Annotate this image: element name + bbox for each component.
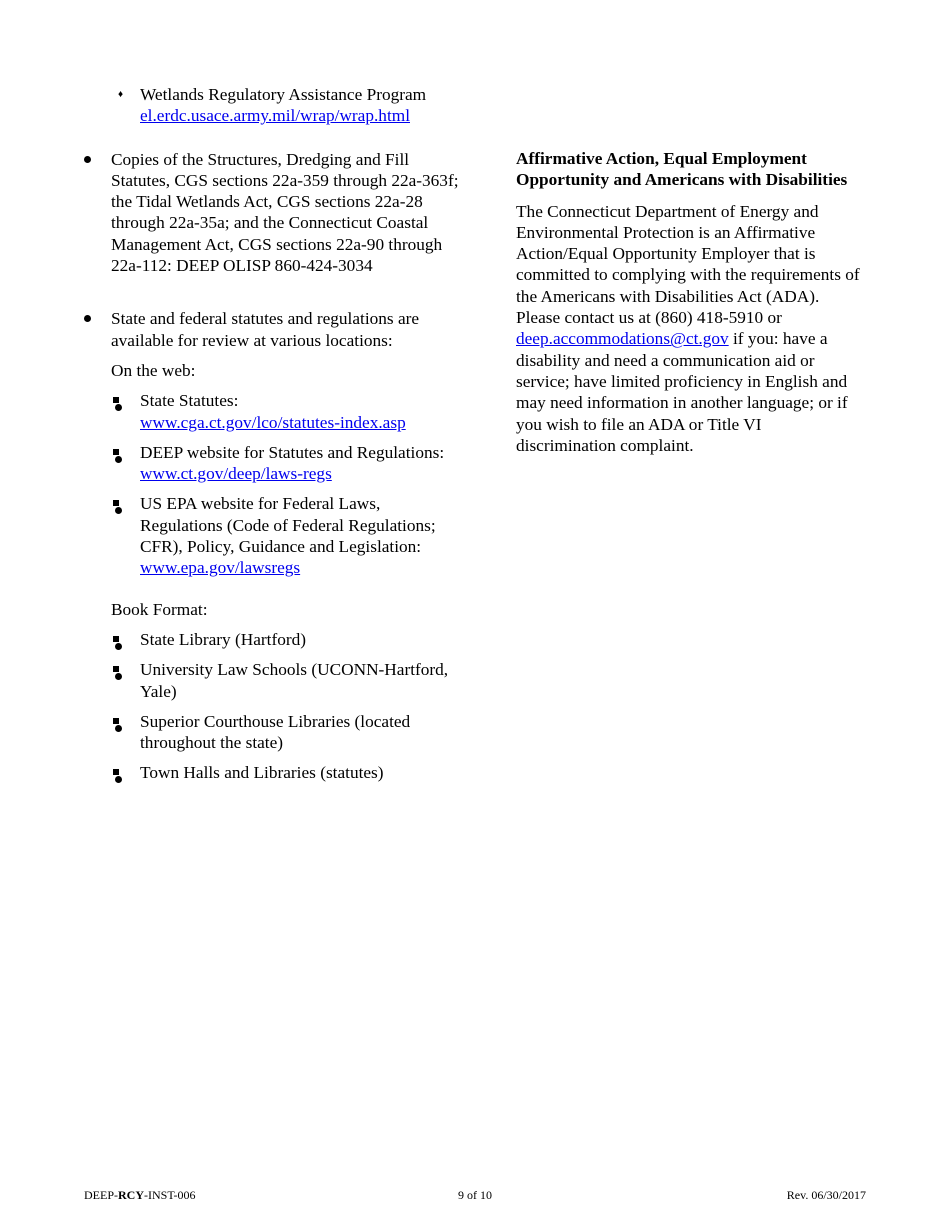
square-bullet-icon <box>113 397 119 403</box>
book-item <box>111 659 467 702</box>
paragraph-text-before: The Connecticut Department of Energy and Environmental Protection is an Affirmative Action/Equal Opportunity Employer that is committed to complying with the requirements of the Americans with Disabilities Act (ADA). Please contact us at (860) 418-5910 or <box>516 201 860 328</box>
right-column <box>516 148 861 456</box>
doc-id-prefix: DEEP- <box>84 1188 118 1202</box>
web-item-text: DEEP website for Statutes and Regulations: <box>140 442 445 462</box>
affirmative-action-heading: Affirmative Action, Equal Employment Opportunity and Americans with Disabilities <box>516 149 848 190</box>
book-item <box>111 629 467 650</box>
affirmative-action-paragraph <box>516 201 861 457</box>
statutes-availability-item <box>82 308 467 783</box>
book-item-text: Superior Courthouse Libraries (located throughout the state) <box>140 711 411 753</box>
book-item <box>111 711 467 754</box>
book-item-text: University Law Schools (UCONN-Hartford, Yale) <box>140 660 449 701</box>
square-bullet-icon <box>113 666 119 672</box>
copies-statutes-text: Copies of the Structures, Dredging and Fill Statutes, CGS sections 22a-359 through 22a-363f; the Tidal Wetlands Act, CGS sections 22a-28 through 22a-35a; and the Connecticut Coastal Management Act, CGS sections 22a-90 through 22a-112: DEEP OLISP 860-424-3034 <box>111 149 459 276</box>
book-item-text: Town Halls and Libraries (statutes) <box>140 763 384 783</box>
statutes-availability-text: State and federal statutes and regulations are available for review at various locations: <box>111 309 420 350</box>
doc-id-suffix: -INST-006 <box>144 1188 196 1202</box>
wetlands-program-title: Wetlands Regulatory Assistance Program <box>140 85 427 104</box>
page-footer <box>84 1187 866 1203</box>
web-item-deep-website <box>111 442 467 485</box>
accommodations-email-link[interactable]: deep.accommodations@ct.gov <box>516 329 729 349</box>
square-bullet-icon <box>113 718 119 724</box>
square-bullet-icon <box>113 636 119 642</box>
square-bullet-icon <box>113 500 119 506</box>
book-item-text: State Library (Hartford) <box>140 629 307 649</box>
deep-laws-regs-link[interactable]: www.ct.gov/deep/laws-regs <box>140 464 332 484</box>
left-column <box>82 84 467 784</box>
copies-statutes-item <box>82 149 467 277</box>
revision-date: Rev. 06/30/2017 <box>786 1188 866 1202</box>
on-the-web-label: On the web: <box>111 360 196 380</box>
round-bullet-icon <box>82 308 91 322</box>
state-statutes-link[interactable]: www.cga.ct.gov/lco/statutes-index.asp <box>140 412 406 432</box>
epa-laws-regs-link[interactable]: www.epa.gov/lawsregs <box>140 558 301 578</box>
wetlands-program-link[interactable]: el.erdc.usace.army.mil/wrap/wrap.html <box>140 106 410 126</box>
web-item-epa-website <box>111 493 467 578</box>
web-item-text: State Statutes: <box>140 391 239 411</box>
book-format-label: Book Format: <box>111 599 208 619</box>
square-bullet-icon <box>113 769 119 775</box>
diamond-bullet-icon: ♦ <box>118 89 124 100</box>
web-item-state-statutes <box>111 390 467 433</box>
paragraph-text-after: if you: have a disability and need a communication aid or service; have limited proficiency in English and may need information in another language; or if you wish to file an ADA or Title VI discrimination complaint. <box>516 329 848 455</box>
web-item-text: US EPA website for Federal Laws, Regulations (Code of Federal Regulations; CFR), Policy, Guidance and Legislation: <box>140 494 436 557</box>
book-item <box>111 762 467 783</box>
doc-id-bold: RCY <box>118 1188 144 1202</box>
page-number: 9 of 10 <box>458 1188 492 1202</box>
square-bullet-icon <box>113 449 119 455</box>
round-bullet-icon <box>82 149 91 163</box>
wetlands-program-item <box>82 84 467 127</box>
